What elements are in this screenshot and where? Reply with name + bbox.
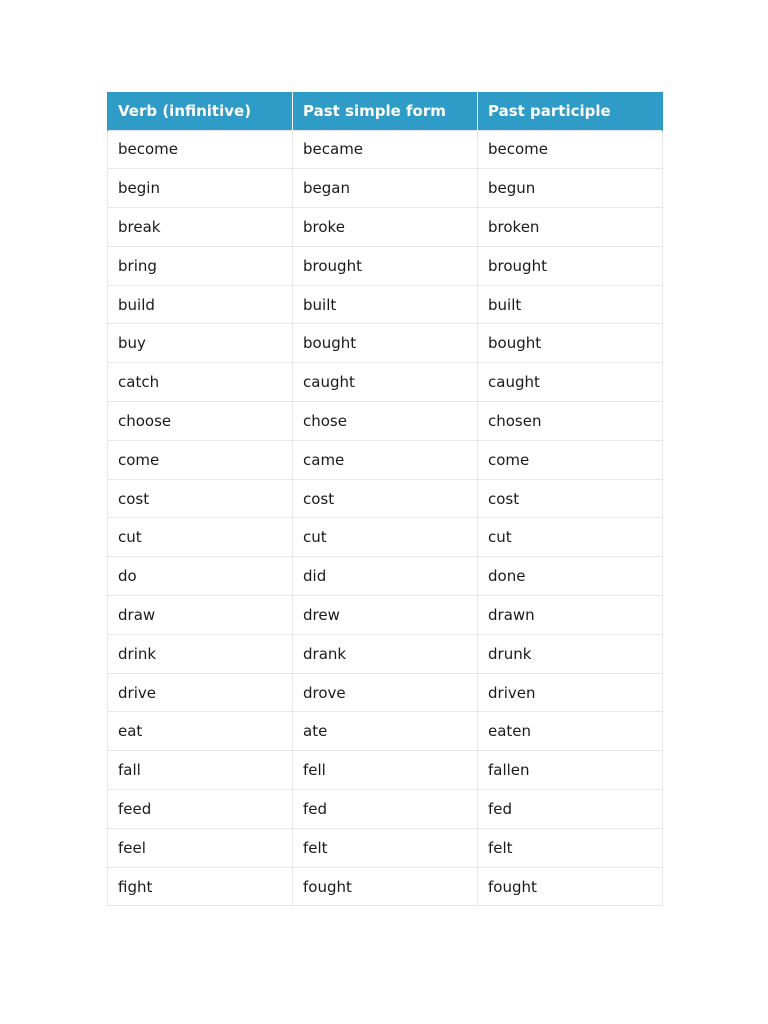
cell-past-simple: broke <box>293 208 478 247</box>
cell-past-participle: cost <box>478 479 663 518</box>
cell-past-simple: ate <box>293 712 478 751</box>
cell-infinitive: build <box>108 285 293 324</box>
irregular-verbs-table <box>107 92 663 906</box>
table-row <box>108 596 663 635</box>
cell-past-participle: brought <box>478 246 663 285</box>
cell-past-simple: chose <box>293 402 478 441</box>
cell-past-participle: drunk <box>478 634 663 673</box>
cell-past-participle: come <box>478 440 663 479</box>
cell-past-simple: cost <box>293 479 478 518</box>
cell-past-simple: became <box>293 130 478 169</box>
table-row <box>108 285 663 324</box>
cell-past-participle: driven <box>478 673 663 712</box>
table-row <box>108 751 663 790</box>
cell-infinitive: choose <box>108 402 293 441</box>
cell-past-simple: bought <box>293 324 478 363</box>
cell-past-participle: become <box>478 130 663 169</box>
table-row <box>108 712 663 751</box>
table-row <box>108 324 663 363</box>
table-row <box>108 130 663 169</box>
table-row <box>108 169 663 208</box>
cell-past-participle: fed <box>478 790 663 829</box>
cell-infinitive: eat <box>108 712 293 751</box>
table-row <box>108 790 663 829</box>
cell-past-simple: drank <box>293 634 478 673</box>
cell-infinitive: drive <box>108 673 293 712</box>
table-row <box>108 673 663 712</box>
cell-infinitive: fight <box>108 867 293 906</box>
cell-infinitive: fall <box>108 751 293 790</box>
cell-past-participle: bought <box>478 324 663 363</box>
table-body <box>108 130 663 906</box>
cell-past-simple: fed <box>293 790 478 829</box>
cell-infinitive: drink <box>108 634 293 673</box>
table-row <box>108 518 663 557</box>
cell-past-simple: built <box>293 285 478 324</box>
table-row <box>108 828 663 867</box>
cell-past-simple: fell <box>293 751 478 790</box>
cell-infinitive: feel <box>108 828 293 867</box>
header-infinitive: Verb (infinitive) <box>108 92 293 130</box>
table-row <box>108 440 663 479</box>
cell-infinitive: cost <box>108 479 293 518</box>
cell-past-participle: broken <box>478 208 663 247</box>
table-row <box>108 208 663 247</box>
table-row <box>108 634 663 673</box>
cell-past-participle: chosen <box>478 402 663 441</box>
table-row <box>108 363 663 402</box>
cell-infinitive: catch <box>108 363 293 402</box>
cell-past-participle: built <box>478 285 663 324</box>
cell-infinitive: buy <box>108 324 293 363</box>
cell-past-participle: eaten <box>478 712 663 751</box>
cell-infinitive: come <box>108 440 293 479</box>
cell-infinitive: break <box>108 208 293 247</box>
cell-past-participle: cut <box>478 518 663 557</box>
cell-past-simple: drew <box>293 596 478 635</box>
cell-past-participle: drawn <box>478 596 663 635</box>
cell-past-participle: felt <box>478 828 663 867</box>
header-past-participle: Past participle <box>478 92 663 130</box>
table-row <box>108 402 663 441</box>
cell-past-participle: fought <box>478 867 663 906</box>
table-header-row <box>108 92 663 130</box>
cell-past-simple: cut <box>293 518 478 557</box>
cell-infinitive: become <box>108 130 293 169</box>
cell-past-simple: began <box>293 169 478 208</box>
cell-past-participle: caught <box>478 363 663 402</box>
cell-infinitive: feed <box>108 790 293 829</box>
cell-infinitive: do <box>108 557 293 596</box>
cell-past-simple: caught <box>293 363 478 402</box>
cell-past-participle: done <box>478 557 663 596</box>
cell-past-participle: fallen <box>478 751 663 790</box>
table-row <box>108 867 663 906</box>
cell-past-simple: fought <box>293 867 478 906</box>
cell-infinitive: begin <box>108 169 293 208</box>
header-past-simple: Past simple form <box>293 92 478 130</box>
cell-past-simple: brought <box>293 246 478 285</box>
cell-past-participle: begun <box>478 169 663 208</box>
cell-infinitive: bring <box>108 246 293 285</box>
cell-past-simple: drove <box>293 673 478 712</box>
cell-infinitive: draw <box>108 596 293 635</box>
table-row <box>108 246 663 285</box>
table-row <box>108 557 663 596</box>
cell-infinitive: cut <box>108 518 293 557</box>
table-row <box>108 479 663 518</box>
cell-past-simple: felt <box>293 828 478 867</box>
cell-past-simple: came <box>293 440 478 479</box>
cell-past-simple: did <box>293 557 478 596</box>
